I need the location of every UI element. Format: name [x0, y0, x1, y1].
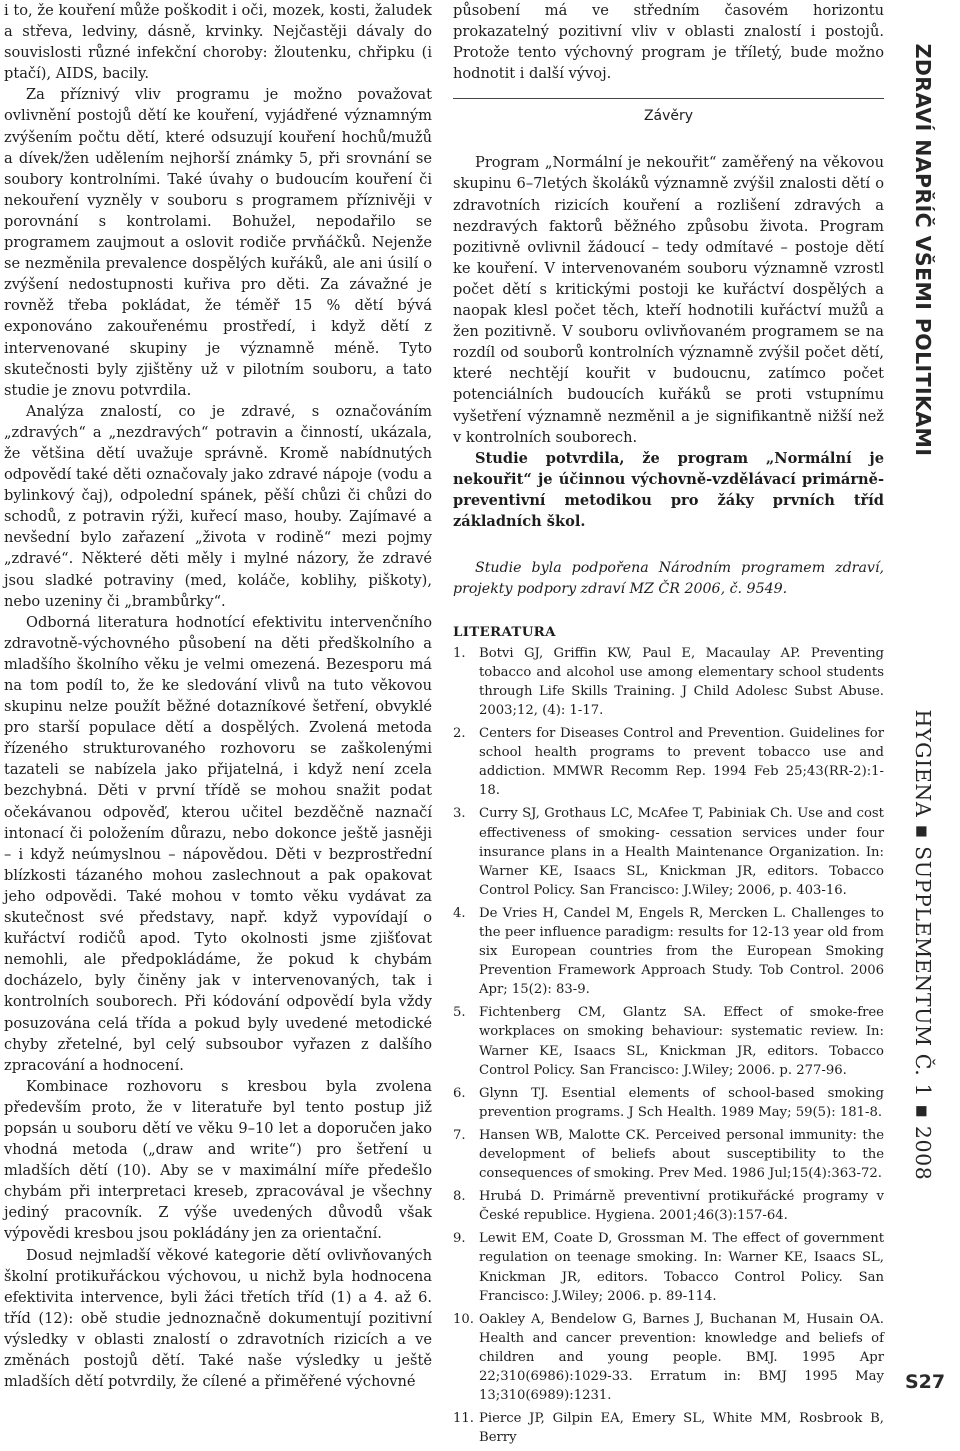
reference-item — [453, 644, 884, 720]
conclusion-paragraph: Program „Normální je nekouřit“ zaměřený na věkovou skupinu 6–7letých školáků významně zvýšil znalosti dětí o zdravotních rizicích kouření a rozlišení zdravých a nezdravých faktorů běžného způsobu života. Program pozitivně ovlivnil žádoucí – tedy odmítavé – postoje dětí ke kouření. V intervenovaném souboru významně vzrostl počet dětí s kritickými postoji ke kuřáctví dospělých a naopak klesl počet těch, kteří hodnotili kuřáctví mužů a žen pozitivně. V souboru ovlivňovaném programem se na rozdíl od souborů kontrolních významně zvýšil počet dětí, které nechtějí kouřit v budoucnu, zatímco počet potenciálních budoucích kuřáků se proti vstupnímu vyšetření významně nezměnil a je signifikantně nižší než v kontrolních souborech. — [453, 154, 884, 446]
reference-number: 7. — [453, 1127, 466, 1143]
reference-text: Glynn TJ. Esential elements of school-based smoking prevention programs. J Sch Health. 1989 May; 59(5): 181-8. — [479, 1085, 884, 1120]
journal-title-text: HYGIENA ▪ SUPPLEMENTUM Č. 1 ▪ 2008 — [911, 709, 935, 1181]
section-heading-text: Závěry — [643, 108, 694, 125]
body-paragraph: Za příznivý vliv programu je možno považovat ovlivnění postojů dětí ke kouření, vyjádřené významným zvýšením počtu dětí, které odsuzují kouření hochů/mužů a dívek/žen udělením nejhorší známky 5, při srovnání se soubory kontrolními. Také úvahy o budoucím kouření či nekouření vyzněly v souboru s programem příznivěji v porovnání s kontrolami. Bohužel, nepodařilo se programem zaujmout a oslovit rodiče prvňáčků. Nejenže se nezměnila prevalence dospělých kuřáků, ale ani úsilí o zvýšení nedostupnosti kuřiva pro děti. Za závažné je rovněž třeba pokládat, že téměř 15 % dětí bývá exponováno zakouřenému prostředí, i když dětí z intervenované skupiny je významně méně. Tyto skutečnosti byly zjištěny už v pilotním souboru, a tato studie je znovu potvrdila. — [4, 86, 432, 399]
support-note: Studie byla podpořena Národním programem zdraví, projekty podpory zdraví MZ ČR 2006, č. 9549. — [453, 560, 884, 597]
body-paragraph: i to, že kouření může poškodit i oči, mozek, kosti, žaludek a střeva, ledviny, dásně, krvinky. Nejčastěji dávaly do souvislosti různé infekční choroby: žloutenku, chřipku (i ptačí), AIDS, bacily. — [4, 2, 432, 83]
reference-item — [453, 1229, 884, 1305]
reference-number: 2. — [453, 726, 466, 742]
reference-text: Lewit EM, Coate D, Grossman M. The effect of government regulation on teenage smoking. In: Warner KE, Isaacs SL, Knickman JR, editors. Tobacco Control Policy. San Francisco: J.Wiley; 2006. p. 89-114. — [479, 1231, 884, 1304]
reference-text: Oakley A, Bendelow G, Barnes J, Buchanan M, Husain OA. Health and cancer prevention: knowledge and beliefs of children and young people. BMJ. 1995 Apr 22;310(6986):1029-33. Erratum in: BMJ 1995 May 13;310(6989):1231. — [479, 1311, 884, 1404]
reference-number: 11. — [453, 1411, 474, 1427]
reference-number: 8. — [453, 1189, 466, 1205]
section-title-text: ZDRAVÍ NAPŘÍČ VŠEMI POLITIKAMI — [911, 43, 935, 457]
reference-item — [453, 1003, 884, 1079]
reference-text: Hansen WB, Malotte CK. Perceived personal immunity: the development of beliefs about susceptibility to the consequences of smoking. Prev Med. 1986 Jul;15(4):363-72. — [479, 1127, 884, 1182]
literature-heading: LITERATURA — [453, 623, 556, 640]
reference-number: 10. — [453, 1311, 474, 1327]
reference-item — [453, 804, 884, 899]
reference-item — [453, 1084, 884, 1122]
reference-item — [453, 1126, 884, 1183]
reference-text: De Vries H, Candel M, Engels R, Mercken L. Challenges to the peer influence paradigm: results for 12-13 year old from six European countries from the European Smoking Prevention Framework Approach Study. Tob Control. 2006 Apr; 15(2): 83-9. — [479, 905, 884, 998]
reference-number: 1. — [453, 645, 466, 661]
reference-number: 5. — [453, 1005, 466, 1021]
left-column — [4, 0, 432, 1392]
body-paragraph: Analýza znalostí, co je zdravé, s označováním „zdravých“ a „nezdravých“ potravin a činností, ukázala, že většina dětí uvažuje správně. Kromě nabídnutých odpovědí také děti označovaly jako zdravé nápoje (vodu a bylinkový čaj), odpolední spánek, pěší chůzi či chůzi do schodů, z potravin rýži, kuřecí maso, houby. Zajímavé a nevšední bylo zařazení „života v rodině“ mezi pojmy „zdravé“. Některé děti měly i mylné názory, že zdravé jsou sladké potraviny (med, koláče, koblihy, piškoty), nebo uzeniny či „brambůrky“. — [4, 402, 432, 610]
page-number: S27 — [899, 1366, 951, 1398]
body-paragraph: působení má ve středním časovém horizontu prokazatelný pozitivní vliv v oblasti znalostí i postojů. Protože tento výchovný program je tříletý, bude možno hodnotit i další vývoj. — [453, 2, 884, 83]
running-section-title — [894, 30, 952, 470]
journal-running-head — [894, 700, 952, 1190]
reference-item — [453, 904, 884, 999]
reference-text: Botvi GJ, Griffin KW, Paul E, Macaulay AP. Preventing tobacco and alcohol use among elementary school students through Life Skills Training. J Child Adolesc Subst Abuse. 2003;12, (4): 1-17. — [479, 645, 884, 718]
reference-number: 9. — [453, 1231, 466, 1247]
reference-item — [453, 1409, 884, 1447]
reference-item — [453, 724, 884, 800]
section-divider — [453, 98, 884, 99]
reference-text: Hrubá D. Primárně preventivní protikuřácké programy v České republice. Hygiena. 2001;46(3):157-64. — [479, 1189, 884, 1224]
section-heading — [453, 108, 884, 124]
reference-text: Centers for Diseases Control and Prevention. Guidelines for school health programs to prevent tobacco use and addiction. MMWR Recomm Rep. 1994 Feb 25;43(RR-2):1-18. — [479, 726, 884, 799]
reference-list — [453, 644, 884, 1448]
reference-text: Curry SJ, Grothaus LC, McAfee T, Pabiniak Ch. Use and cost effectiveness of smoking- cessation services under four insurance plans in a Health Maintenance Organization. In: Warner KE, Isaacs SL, Knickman JR, editors. Tobacco Control Policy. San Francisco: J.Wiley; 2006, p. 403-16. — [479, 806, 884, 898]
reference-item — [453, 1187, 884, 1225]
right-column — [453, 0, 884, 1451]
body-paragraph: Dosud nejmladší věkové kategorie dětí ovlivňovaných školní protikuřáckou výchovou, u nichž byla hodnocena efektivita intervence, byli žáci třetích tříd (1) a 4. až 6. tříd (12): obě studie jednoznačně dokumentují pozitivní výsledky v oblasti znalostí o zdravotních rizicích a ve změnách postojů dětí. Také naše výsledky u ještě mladších dětí potvrdily, že cílené a přiměřené výchovné — [4, 1246, 432, 1391]
reference-text: Fichtenberg CM, Glantz SA. Effect of smoke-free workplaces on smoking behaviour: systematic review. In: Warner KE, Isaacs SL, Knickman JR, editors. Tobacco Control Policy. San Francisco: J.Wiley; 2006. p. 277-96. — [479, 1005, 884, 1078]
body-paragraph: Kombinace rozhovoru s kresbou byla zvolena především proto, že v literatuře byl tento postup již popsán u souboru dětí ve věku 9–10 let a doporučen jako vhodná metoda („draw and write“) pro šetření u mladších dětí (10). Aby se v maximální míře předešlo chybám při interpretaci kreseb, zpracovával je všechny jediný pracovník. Z výše uvedených důvodů však výpovědi kresbou jsou pokládány jen za orientační. — [4, 1077, 432, 1243]
conclusion-bold-paragraph: Studie potvrdila, že program „Normální je nekouřit“ je účinnou výchovně-vzdělávací primárně-preventivní metodikou pro žáky prvních tříd základních škol. — [453, 449, 884, 530]
reference-text: Pierce JP, Gilpin EA, Emery SL, White MM, Rosbrook B, Berry — [479, 1411, 884, 1446]
reference-number: 6. — [453, 1085, 466, 1101]
reference-item — [453, 1310, 884, 1405]
reference-number: 3. — [453, 806, 466, 822]
body-paragraph: Odborná literatura hodnotící efektivitu intervenčního zdravotně-výchovného působení na děti předškolního a mladšího školního věku je velmi omezená. Bezesporu má na tom podíl to, že ke sledování vlivů na tuto věkovou skupinu nelze použít běžné dotazníkové šetření, obvyklé pro starší populace dětí a dospělých. Zvolená metoda řízeného strukturovaného rozhovoru se zaškolenými tazateli se nabízela jako přijatelná, i když není zcela bezchybná. Děti v první třídě se mohou snažit podat očekávanou odpověď, kterou učitel bezděčně naznačí intonací či položením důrazu, nebo dokonce ještě jasněji – i když neúmyslnou – nápovědou. Děti v bezprostřední blízkosti tázaného mohou zaslechnout a pak opakovat jeho odpovědi. Také mohou v tomto věku vydávat za skutečnost své představy, např. když vypovídají o kuřáctví rodičů apod. Tyto okolnosti jsme zjišťovat nemohli, ale předpokládáme, že pokud k chybám docházelo, byly činěny jak v intervenovaných, tak i kontrolních souborech. Při kódování odpovědí byla vždy posuzována celá třída a pokud byly uvedené metodické chyby zřetelné, byl celý subsoubor vyřazen z dalšího zpracování a hodnocení. — [4, 613, 432, 1074]
reference-number: 4. — [453, 905, 466, 921]
